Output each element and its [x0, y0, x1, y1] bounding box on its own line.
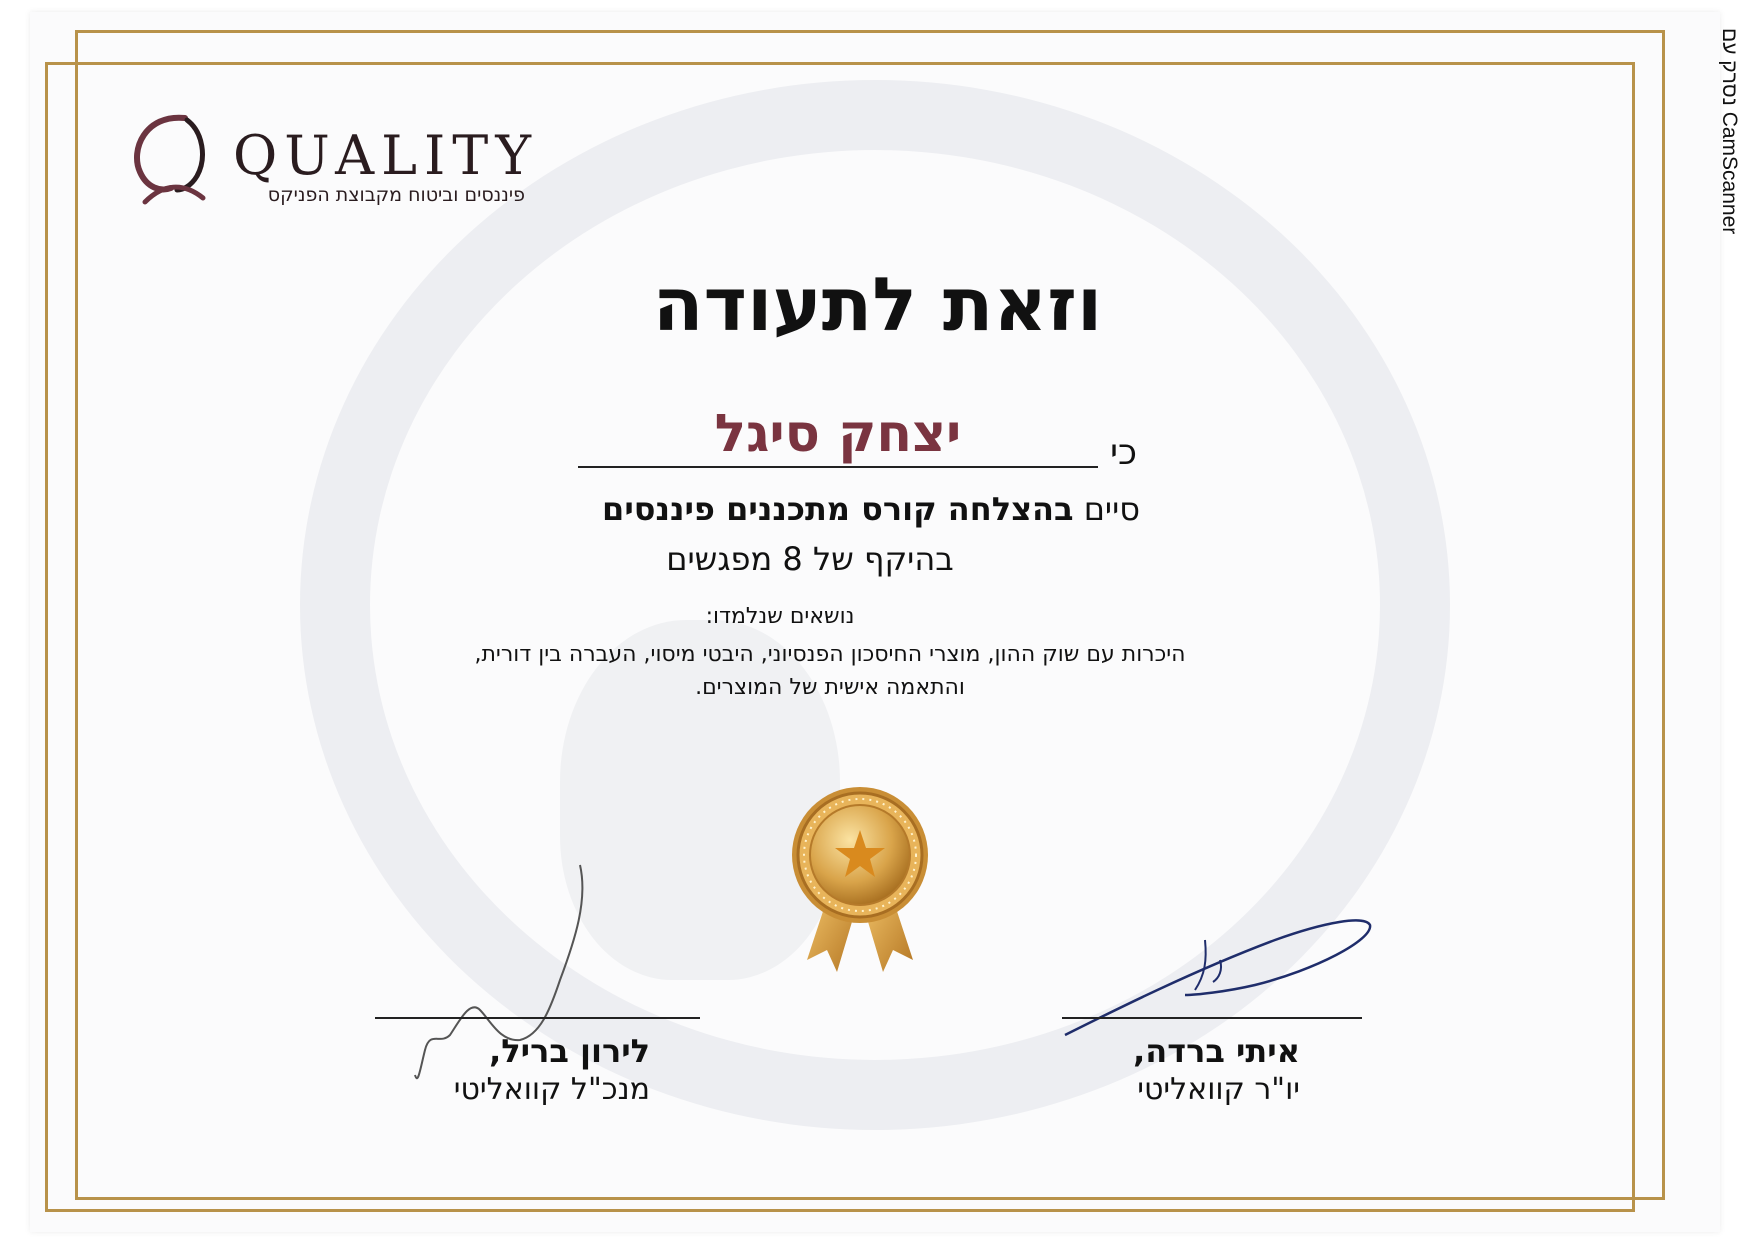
course-scope: בהיקף של 8 מפגשים	[666, 540, 954, 578]
signer-title-left: מנכ"ל קוואליטי	[453, 1072, 650, 1107]
logo-subtitle: פיננסים וביטוח מקבוצת הפניקס	[267, 184, 525, 206]
completion-statement	[0, 490, 1140, 528]
course-name: בהצלחה קורס מתכננים פיננסים	[602, 490, 1074, 528]
topics-line-2: והתאמה אישית של המוצרים.	[695, 675, 965, 700]
signature-line-left	[375, 1017, 700, 1019]
certificate-title: וזאת לתעודה	[652, 262, 1103, 348]
gold-medal-star-icon	[785, 780, 935, 980]
recipient-name: יצחק סיגל	[714, 404, 962, 464]
signature-line-right	[1062, 1017, 1362, 1019]
company-logo	[125, 110, 538, 220]
signature-right	[1055, 900, 1375, 1040]
gold-frame-inner	[45, 62, 1635, 1212]
topics-line-1: היכרות עם שוק ההון, מוצרי החיסכון הפנסיוני, היבטי מיסוי, העברה בין דורית,	[474, 642, 1186, 667]
topics-heading: נושאים שנלמדו:	[705, 604, 855, 629]
recipient-underline	[578, 466, 1098, 468]
ki-label: כי	[1110, 432, 1138, 473]
signer-title-right: יו"ר קוואליטי	[1137, 1072, 1300, 1107]
signer-name-right: איתי ברדה,	[1133, 1032, 1300, 1070]
topics-text	[400, 638, 1260, 704]
logo-wordmark: QUALITY	[233, 124, 538, 187]
completion-prefix: סיים	[1083, 490, 1140, 528]
logo-q-icon	[125, 110, 225, 210]
signer-name-left: לירון בריל,	[489, 1032, 650, 1070]
scanner-label: נסרק עם CamScanner	[1718, 28, 1741, 235]
